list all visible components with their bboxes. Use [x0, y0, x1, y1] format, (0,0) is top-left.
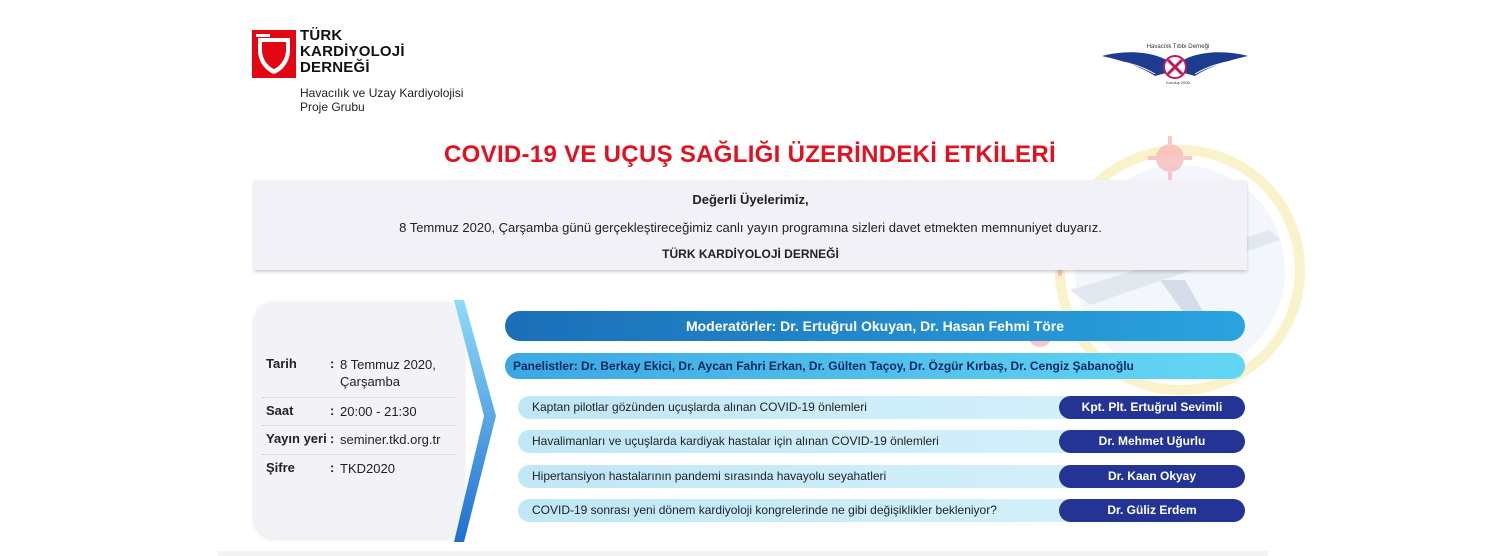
org-sub-line2: Proje Grubu: [300, 100, 365, 114]
info-label: Tarih: [266, 356, 297, 371]
org-name-line1: TÜRK: [300, 27, 343, 44]
divider: [262, 454, 456, 455]
panelists-bar: [505, 353, 1245, 379]
moderators-bar: Moderatörler: Dr. Ertuğrul Okuyan, Dr. Hasan Fehmi Töre: [505, 311, 1245, 341]
divider: [262, 397, 456, 398]
org-sub-line1: Havacılık ve Uzay Kardiyolojisi: [300, 86, 464, 100]
panelists-text: Panelistler: Dr. Berkay Ekici, Dr. Aycan Fahri Erkan, Dr. Gülten Taçoy, Dr. Özgür Kırbaş, Dr. Cengiz Şabanoğlu: [513, 359, 1134, 373]
info-label: Saat: [266, 403, 294, 418]
footer-strip: [218, 551, 1268, 556]
speaker-badge: Kpt. Plt. Ertuğrul Sevimli: [1059, 396, 1245, 419]
info-value: 20:00 - 21:30: [340, 404, 417, 419]
invitation-signature: TÜRK KARDİYOLOJİ DERNEĞİ: [662, 247, 839, 261]
speaker-badge: Dr. Mehmet Uğurlu: [1059, 430, 1245, 453]
event-info-card: [254, 302, 464, 538]
org-name-line3: DERNEĞİ: [300, 59, 370, 76]
bracket-arrow-icon: [450, 296, 500, 546]
topic-row: [518, 465, 1245, 488]
info-colon: :: [330, 403, 335, 418]
topic-title: Hipertansiyon hastalarının pandemi sırasında havayolu seyahatleri: [532, 469, 887, 483]
partner-foot: Kuruluş 2006: [1166, 80, 1190, 85]
info-label: Yayın yeri: [266, 431, 327, 446]
info-colon: :: [330, 460, 335, 475]
page-title: COVID-19 VE UÇUŞ SAĞLIĞI ÜZERİNDEKİ ETKİLERİ: [444, 141, 1056, 168]
speaker-badge: Dr. Güliz Erdem: [1059, 499, 1245, 522]
org-name: [300, 28, 405, 76]
topic-row: [518, 430, 1245, 453]
invitation-message: 8 Temmuz 2020, Çarşamba günü gerçekleştireceğimiz canlı yayın programına sizleri davet etmekten memnuniyet duyarız.: [399, 220, 1102, 235]
org-name-line2: KARDİYOLOJİ: [300, 43, 405, 60]
invitation-greeting: Değerli Üyelerimiz,: [692, 192, 809, 207]
info-value: TKD2020: [340, 461, 395, 476]
info-label: Şifre: [266, 460, 295, 475]
org-subtitle: [300, 86, 463, 114]
speaker-badge: Dr. Kaan Okyay: [1059, 465, 1245, 488]
info-colon: :: [330, 431, 335, 446]
topic-title: Kaptan pilotlar gözünden uçuşlarda alınan COVID-19 önlemleri: [532, 400, 867, 414]
info-value: 8 Temmuz 2020, Çarşamba: [340, 357, 436, 389]
info-value: seminer.tkd.org.tr: [340, 432, 441, 447]
divider: [262, 425, 456, 426]
topic-title: COVID-19 sonrası yeni dönem kardiyoloji kongrelerinde ne gibi değişiklikler bekleniyor?: [532, 503, 997, 517]
invitation-box: [254, 180, 1247, 270]
topic-row: [518, 499, 1245, 522]
topic-row: [518, 396, 1245, 419]
topic-title: Havalimanları ve uçuşlarda kardiyak hastalar için alınan COVID-19 önlemleri: [532, 434, 939, 448]
partner-caption: Havacılık Tıbbı Derneği: [1146, 44, 1210, 50]
tkd-logo-icon: [252, 30, 296, 78]
info-colon: :: [330, 356, 335, 371]
